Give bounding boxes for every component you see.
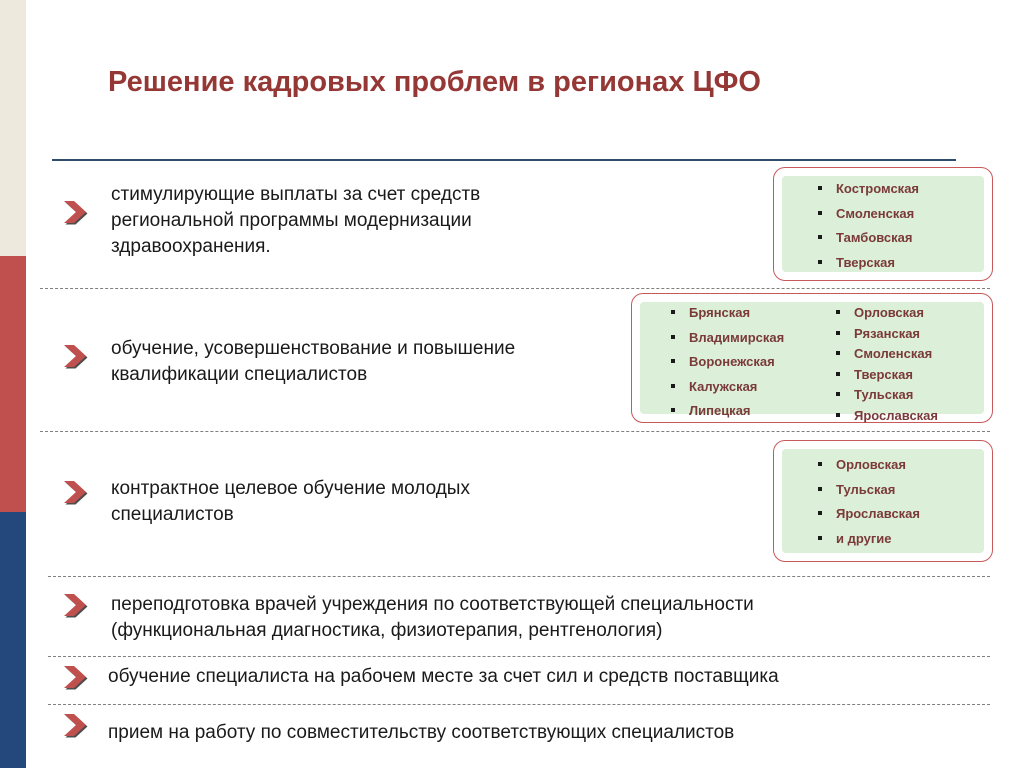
region-box-2 (631, 293, 993, 423)
item-text-contract-training: контрактное целевое обучение молодых специалистов (111, 478, 470, 525)
list-item: Тульская (832, 385, 938, 406)
list-item: Смоленская (814, 202, 919, 227)
list-item: Тульская (814, 478, 920, 503)
section-divider (48, 704, 990, 705)
double-chevron-right-icon (62, 712, 88, 738)
section-divider (48, 576, 990, 577)
flag-stripe-white (0, 0, 26, 256)
double-chevron-right-icon (62, 479, 88, 505)
list-item: Владимирская (667, 326, 784, 351)
item-text-retraining: переподготовка врачей учреждения по соответствующей специальности (функциональная диагностика, физиотерапия, рентгенология) (111, 594, 754, 641)
list-item: Брянская (667, 301, 784, 326)
list-item: Липецкая (667, 399, 784, 424)
region-box-1 (773, 167, 993, 281)
list-item: Орловская (814, 453, 920, 478)
region-list-2-right (832, 303, 938, 426)
section-divider (40, 431, 990, 432)
list-item: Тверская (832, 365, 938, 386)
item-text-qualification-training: обучение, усовершенствование и повышение квалификации специалистов (111, 338, 516, 385)
region-box-3 (773, 440, 993, 562)
section-divider (48, 656, 990, 657)
list-item: Тверская (814, 251, 919, 276)
list-item: Калужская (667, 375, 784, 400)
list-item: и другие (814, 527, 920, 552)
list-item: Воронежская (667, 350, 784, 375)
region-list-2-left (667, 301, 784, 424)
flag-stripe-red (0, 256, 26, 512)
list-item: Костромская (814, 177, 919, 202)
region-list-3 (814, 453, 920, 551)
double-chevron-right-icon (62, 343, 88, 369)
page-title: Решение кадровых проблем в регионах ЦФО (108, 66, 761, 98)
title-underline (52, 159, 956, 161)
region-list-1 (814, 177, 919, 275)
double-chevron-right-icon (62, 664, 88, 690)
item-text-part-time-hiring: прием на работу по совместительству соответствующих специалистов (108, 722, 735, 743)
double-chevron-right-icon (62, 199, 88, 225)
list-item: Смоленская (832, 344, 938, 365)
item-text-stimulating-payments: стимулирующие выплаты за счет средств региональной программы модернизации здравоохранения. (111, 184, 481, 257)
flag-stripe-blue (0, 512, 26, 768)
list-item: Орловская (832, 303, 938, 324)
list-item: Ярославская (832, 406, 938, 427)
double-chevron-right-icon (62, 592, 88, 618)
list-item: Ярославская (814, 502, 920, 527)
list-item: Тамбовская (814, 226, 919, 251)
section-divider (40, 288, 990, 289)
item-text-workplace-training: обучение специалиста на рабочем месте за счет сил и средств поставщика (108, 666, 779, 687)
list-item: Рязанская (832, 324, 938, 345)
